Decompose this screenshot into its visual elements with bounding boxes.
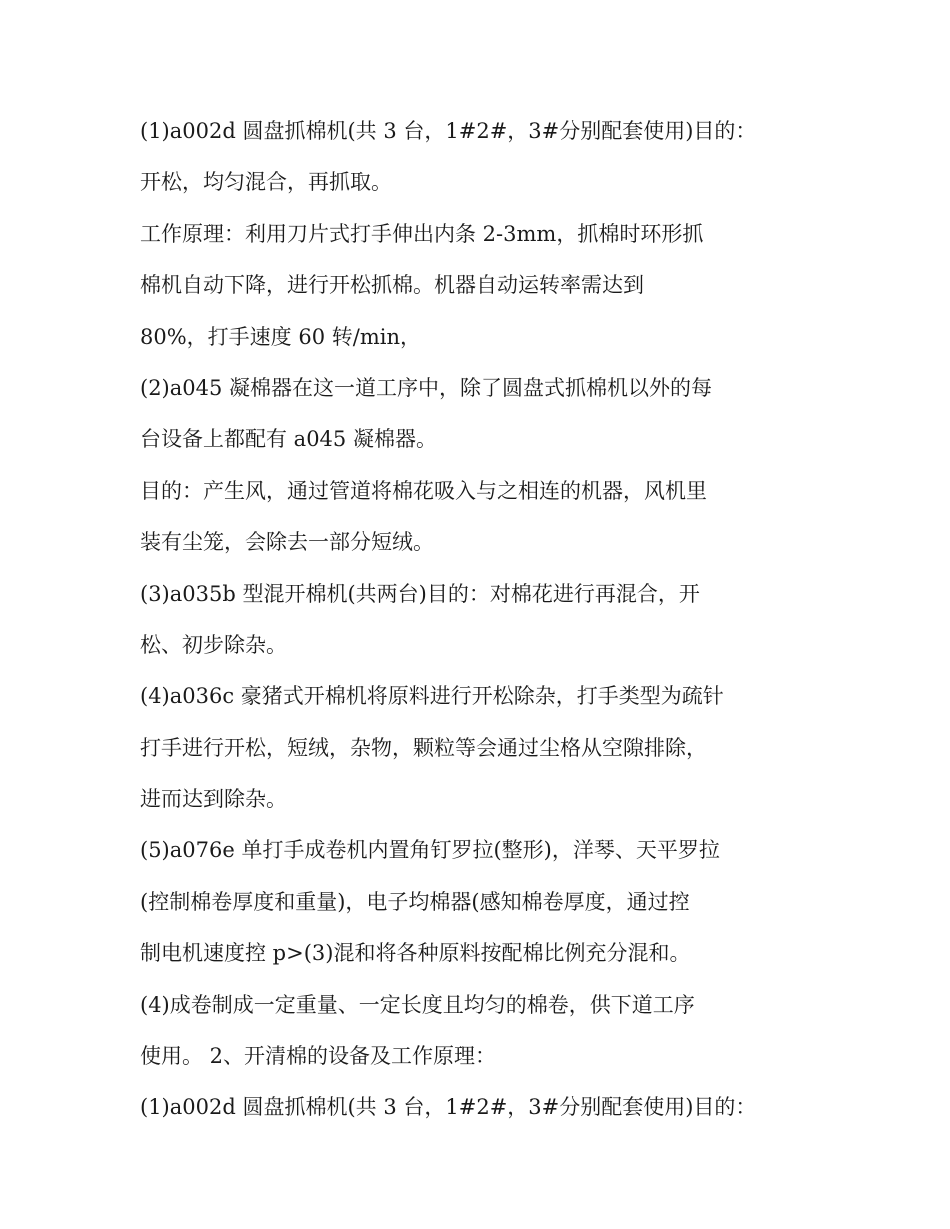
text-line: (3)a035b 型混开棉机(共两台)目的：对棉花进行再混合，开 bbox=[140, 581, 700, 606]
text-line: 棉机自动下降，进行开松抓棉。机器自动运转率需达到 bbox=[140, 273, 644, 298]
text-line: 进而达到除杂。 bbox=[140, 787, 287, 812]
text-line: (4)a036c 豪猪式开棉机将原料进行开松除杂，打手类型为疏针 bbox=[140, 684, 724, 709]
text-line: 80%，打手速度 60 转/min， bbox=[140, 324, 421, 349]
text-line: 装有尘笼，会除去一部分短绒。 bbox=[140, 530, 434, 555]
text-line: 打手进行开松，短绒，杂物，颗粒等会通过尘格从空隙排除， bbox=[140, 735, 707, 760]
text-line: (5)a076e 单打手成卷机内置角钉罗拉(整形)，洋琴、天平罗拉 bbox=[140, 838, 720, 863]
text-line: (4)成卷制成一定重量、一定长度且均匀的棉卷，供下道工序 bbox=[140, 992, 695, 1017]
text-line: (1)a002d 圆盘抓棉机(共 3 台，1#2#，3#分别配套使用)目的： bbox=[140, 119, 757, 143]
text-line: 松、初步除杂。 bbox=[140, 632, 287, 657]
text-line: (1)a002d 圆盘抓棉机(共 3 台，1#2#，3#分别配套使用)目的： bbox=[140, 1095, 757, 1120]
text-line: 工作原理：利用刀片式打手伸出内条 2-3mm，抓棉时环形抓 bbox=[140, 221, 704, 246]
text-line: 台设备上都配有 a045 凝棉器。 bbox=[140, 427, 437, 452]
document-body bbox=[140, 106, 820, 1134]
text-line: (控制棉卷厚度和重量)，电子均棉器(感知棉卷厚度，通过控 bbox=[140, 889, 690, 914]
text-line: 开松，均匀混合，再抓取。 bbox=[140, 170, 392, 195]
text-line: (2)a045 凝棉器在这一道工序中，除了圆盘式抓棉机以外的每 bbox=[140, 375, 713, 400]
text-line: 制电机速度控 p>(3)混和将各种原料按配棉比例充分混和。 bbox=[140, 941, 691, 966]
text-line: 使用。 2、开清棉的设备及工作原理： bbox=[140, 1044, 497, 1069]
text-line: 目的：产生风，通过管道将棉花吸入与之相连的机器，风机里 bbox=[140, 478, 707, 503]
